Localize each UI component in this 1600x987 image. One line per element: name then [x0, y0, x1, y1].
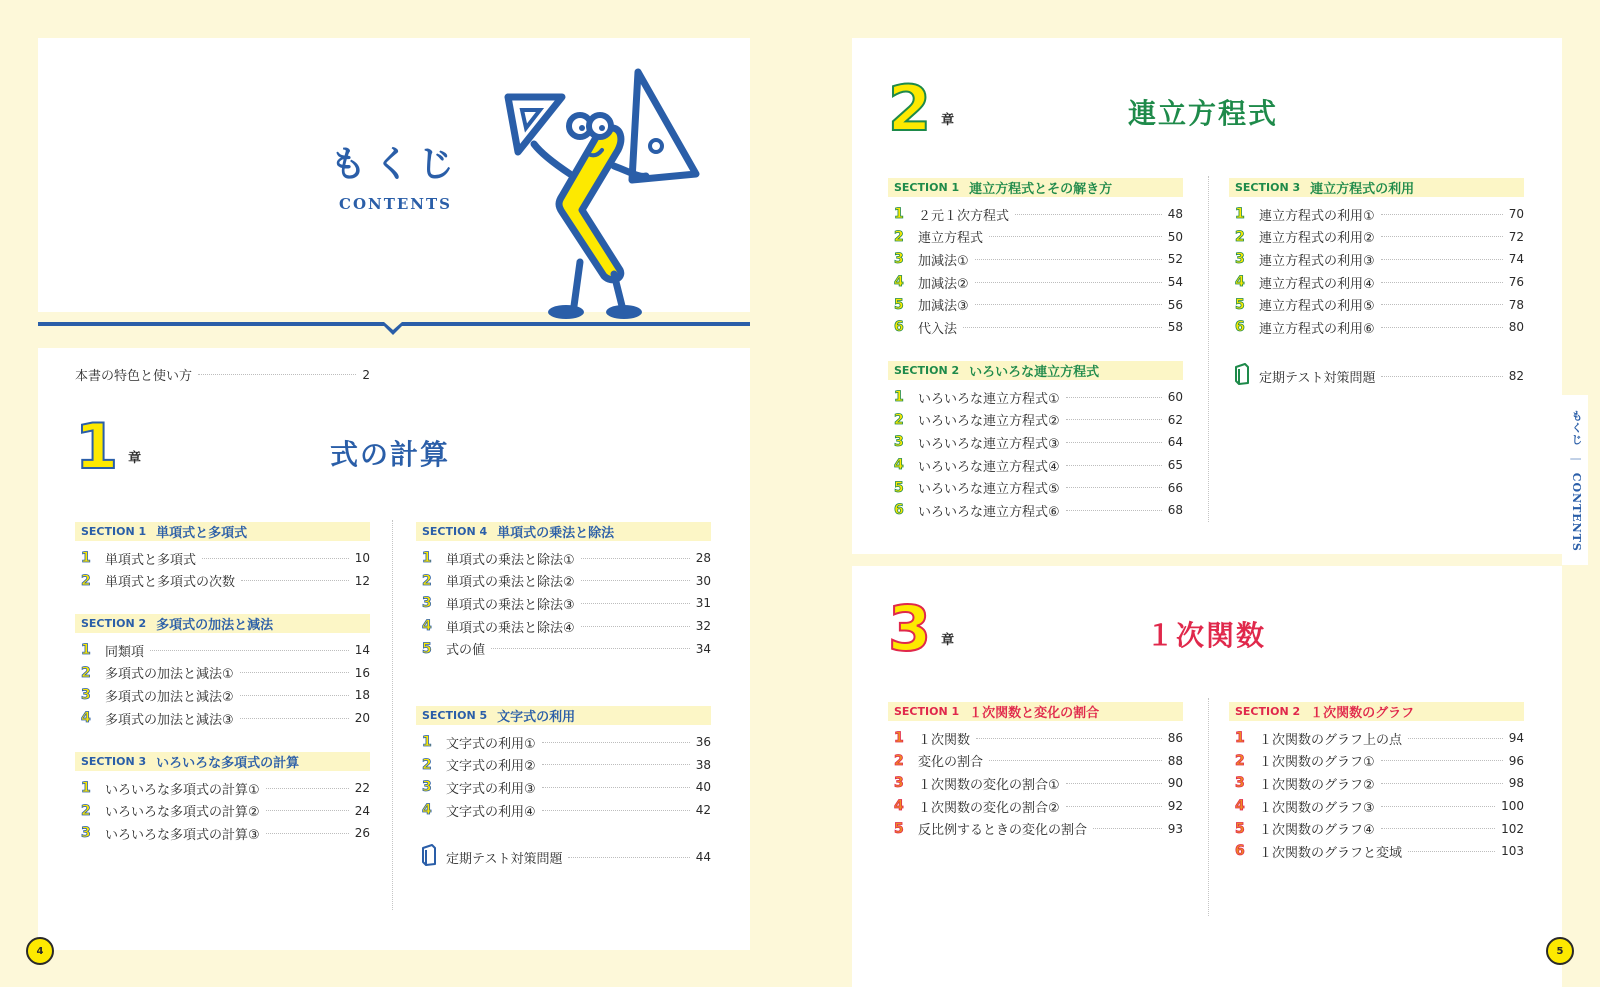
column-separator: [392, 520, 393, 910]
toc-entry[interactable]: [75, 570, 370, 593]
ch1-section-1: [75, 522, 370, 592]
entry-number: 2: [894, 752, 904, 769]
ch1-test-page: 44: [695, 850, 711, 864]
entry-title: 同類項: [105, 644, 145, 660]
ch1-section-2: [75, 614, 370, 729]
book-icon: [416, 844, 446, 870]
section-title: １次関数のグラフ: [1310, 706, 1415, 721]
entry-page: 52: [1167, 252, 1183, 267]
entry-page: 96: [1508, 753, 1524, 768]
entry-number: 2: [1235, 752, 1245, 769]
section-label: SECTION 3: [1235, 181, 1301, 194]
section-header: [416, 706, 711, 725]
section-label: SECTION 1: [81, 525, 147, 538]
section-label: SECTION 2: [81, 617, 147, 630]
toc-entry[interactable]: [888, 316, 1183, 339]
entry-number: 5: [894, 296, 904, 313]
entry-title: 式の値: [446, 643, 486, 659]
entry-title: いろいろな連立方程式⑤: [918, 482, 1060, 498]
entry-page: 36: [695, 735, 711, 750]
entry-number: 1: [422, 734, 432, 751]
section-title: 連立方程式の利用: [1310, 182, 1415, 197]
entry-number: 1: [81, 550, 91, 567]
mascot-illustration: [500, 62, 710, 322]
book-icon: [1229, 363, 1259, 389]
chapter1-heading: [75, 410, 142, 483]
entry-page: 22: [354, 781, 370, 796]
entry-page: 66: [1167, 480, 1183, 495]
entry-title: １次関数のグラフ④: [1259, 823, 1375, 839]
entry-title: 加減法③: [918, 299, 969, 315]
entry-number: 1: [894, 389, 904, 406]
entry-page: 32: [695, 619, 711, 634]
toc-entry[interactable]: [888, 454, 1183, 477]
entry-page: 50: [1167, 229, 1183, 244]
ch2-section-1: [888, 178, 1183, 339]
entry-page: 72: [1508, 229, 1524, 244]
entry-number: 3: [81, 687, 91, 704]
entry-title: いろいろな連立方程式③: [918, 436, 1060, 452]
entry-title: １次関数のグラフ③: [1259, 800, 1375, 816]
section-label: SECTION 2: [1235, 705, 1301, 718]
intro-page: 2: [362, 367, 370, 382]
entry-page: 31: [695, 596, 711, 611]
page-number-right: 5: [1546, 937, 1574, 965]
entry-page: 62: [1167, 412, 1183, 427]
entry-number: 3: [81, 825, 91, 842]
toc-entry[interactable]: [888, 795, 1183, 818]
section-title: いろいろな多項式の計算: [156, 756, 300, 771]
entry-number: 5: [1235, 820, 1245, 837]
entry-number: 3: [894, 434, 904, 451]
chapter2-heading: [888, 72, 955, 145]
toc-entry[interactable]: [888, 226, 1183, 249]
entry-title: 多項式の加法と減法①: [105, 667, 234, 683]
entry-page: 76: [1508, 275, 1524, 290]
chapter2-sho: 章: [941, 113, 955, 128]
entry-page: 103: [1501, 844, 1524, 859]
toc-entry[interactable]: [888, 476, 1183, 499]
side-tab-text: [1568, 410, 1584, 552]
entry-title: １次関数の変化の割合①: [918, 777, 1060, 793]
entry-title: 連立方程式の利用⑥: [1259, 321, 1375, 337]
entry-page: 102: [1501, 821, 1524, 836]
entry-number: 4: [894, 457, 904, 474]
entry-page: 26: [354, 826, 370, 841]
toc-entry[interactable]: [75, 822, 370, 845]
chapter1-number: 1: [75, 410, 119, 483]
entry-page: 34: [695, 641, 711, 656]
entry-number: 4: [81, 710, 91, 727]
entry-title: いろいろな多項式の計算③: [105, 827, 260, 843]
entry-title: 単項式の乗法と除法①: [446, 552, 575, 568]
entry-title: 連立方程式の利用②: [1259, 231, 1375, 247]
section-title: 単項式の乗法と除法: [497, 526, 615, 541]
toc-entry[interactable]: [888, 248, 1183, 271]
entry-title: 単項式の乗法と除法③: [446, 597, 575, 613]
toc-entry[interactable]: [75, 707, 370, 730]
ch2-section-2: [888, 361, 1183, 522]
chapter2-title: 連立方程式: [1128, 97, 1279, 130]
entry-number: 2: [81, 572, 91, 589]
entry-number: 5: [422, 640, 432, 657]
side-tab-separator: |: [1570, 456, 1583, 462]
toc-entry[interactable]: [416, 637, 711, 660]
toc-entry[interactable]: [75, 639, 370, 662]
entry-number: 4: [422, 618, 432, 635]
toc-entry[interactable]: [1229, 750, 1524, 773]
entry-title: １次関数の変化の割合②: [918, 800, 1060, 816]
entry-title: １次関数のグラフ上の点: [1259, 732, 1403, 748]
section-header: [888, 702, 1183, 721]
entry-number: 5: [894, 820, 904, 837]
entry-number: 2: [81, 802, 91, 819]
section-header: [1229, 702, 1524, 721]
entry-page: 38: [695, 757, 711, 772]
toc-entry[interactable]: [888, 293, 1183, 316]
entry-page: 48: [1167, 207, 1183, 222]
toc-entry[interactable]: [1229, 203, 1524, 226]
entry-page: 92: [1167, 799, 1183, 814]
ch2-test-label: 定期テスト対策問題: [1259, 370, 1376, 386]
entry-page: 54: [1167, 275, 1183, 290]
column-separator: [1208, 176, 1209, 522]
toc-entry[interactable]: [888, 203, 1183, 226]
chapter3-sho: 章: [941, 633, 955, 648]
entry-page: 56: [1167, 297, 1183, 312]
page-number-left: 4: [26, 937, 54, 965]
entry-page: 88: [1167, 753, 1183, 768]
entry-number: 4: [1235, 798, 1245, 815]
toc-entry[interactable]: [888, 750, 1183, 773]
entry-title: 連立方程式の利用④: [1259, 276, 1375, 292]
intro-label: 本書の特色と使い方: [75, 369, 193, 384]
section-header: [416, 522, 711, 541]
section-label: SECTION 1: [894, 181, 960, 194]
toc-entry[interactable]: [75, 777, 370, 800]
ch1-section-4: [416, 522, 711, 660]
toc-entry[interactable]: [416, 615, 711, 638]
ch2-section-3: [1229, 178, 1524, 339]
entry-number: 6: [1235, 843, 1245, 860]
ch1-test-label: 定期テスト対策問題: [446, 851, 563, 867]
entry-number: 4: [422, 802, 432, 819]
entry-number: 3: [894, 251, 904, 268]
entry-number: 3: [422, 595, 432, 612]
entry-page: 65: [1167, 458, 1183, 473]
section-label: SECTION 1: [894, 705, 960, 718]
chapter3-number: 3: [888, 592, 932, 665]
entry-number: 3: [1235, 775, 1245, 792]
ch3-section-2: [1229, 702, 1524, 863]
ch2-test-entry[interactable]: [1229, 364, 1524, 388]
chapter1-title: 式の計算: [330, 438, 451, 471]
entry-title: 代入法: [918, 321, 958, 337]
toc-entry[interactable]: [888, 409, 1183, 432]
entry-number: 1: [422, 550, 432, 567]
toc-entry[interactable]: [1229, 727, 1524, 750]
entry-page: 74: [1508, 252, 1524, 267]
entry-page: 30: [695, 573, 711, 588]
entry-title: 文字式の利用①: [446, 736, 536, 752]
entry-page: 80: [1508, 320, 1524, 335]
entry-number: 4: [894, 274, 904, 291]
entry-page: 68: [1167, 503, 1183, 518]
entry-page: 14: [354, 643, 370, 658]
entry-number: 1: [81, 780, 91, 797]
entry-number: 2: [894, 411, 904, 428]
entry-number: 1: [1235, 730, 1245, 747]
toc-entry[interactable]: [1229, 840, 1524, 863]
ch2-test-page: 82: [1508, 369, 1524, 383]
section-title: いろいろな連立方程式: [969, 365, 1100, 380]
entry-title: いろいろな連立方程式①: [918, 391, 1060, 407]
entry-page: 70: [1508, 207, 1524, 222]
section-label: SECTION 3: [81, 755, 147, 768]
toc-entry[interactable]: [888, 727, 1183, 750]
toc-entry[interactable]: [1229, 772, 1524, 795]
toc-entry[interactable]: [75, 800, 370, 823]
section-title: １次関数と変化の割合: [969, 706, 1100, 721]
entry-title: 加減法②: [918, 276, 969, 292]
entry-title: 単項式の乗法と除法④: [446, 620, 575, 636]
toc-entry[interactable]: [1229, 795, 1524, 818]
entry-title: 文字式の利用③: [446, 781, 536, 797]
entry-page: 86: [1167, 731, 1183, 746]
entry-page: 100: [1501, 799, 1524, 814]
entry-title: 連立方程式: [918, 231, 984, 247]
entry-number: 2: [81, 664, 91, 681]
toc-entry[interactable]: [416, 754, 711, 777]
entry-number: 4: [894, 798, 904, 815]
entry-title: いろいろな多項式の計算①: [105, 782, 260, 798]
entry-number: 4: [1235, 274, 1245, 291]
entry-title: ２元１次方程式: [918, 208, 1010, 224]
entry-page: 60: [1167, 390, 1183, 405]
entry-page: 98: [1508, 776, 1524, 791]
entry-page: 28: [695, 551, 711, 566]
entry-title: １次関数のグラフ①: [1259, 755, 1375, 771]
entry-number: 6: [894, 502, 904, 519]
entry-title: いろいろな多項式の計算②: [105, 805, 260, 821]
entry-page: 10: [354, 551, 370, 566]
entry-number: 1: [81, 642, 91, 659]
entry-title: １次関数: [918, 732, 971, 748]
chapter2-number: 2: [888, 72, 932, 145]
entry-number: 1: [1235, 206, 1245, 223]
entry-page: 12: [354, 573, 370, 588]
toc-entry[interactable]: [888, 499, 1183, 522]
chapter3-heading: [888, 592, 955, 665]
entry-number: 1: [894, 206, 904, 223]
entry-title: １次関数のグラフと変域: [1259, 845, 1403, 861]
entry-title: 変化の割合: [918, 755, 984, 771]
entry-number: 2: [894, 228, 904, 245]
section-header: [75, 752, 370, 771]
entry-title: 文字式の利用②: [446, 759, 536, 775]
section-title: 多項式の加法と減法: [156, 618, 274, 633]
ch3-section-1: [888, 702, 1183, 840]
entry-page: 93: [1167, 821, 1183, 836]
toc-entry[interactable]: [416, 547, 711, 570]
side-tab-jp: もくじ: [1570, 410, 1583, 446]
entry-number: 5: [894, 479, 904, 496]
chapter1-sho: 章: [128, 451, 142, 466]
section-label: SECTION 5: [422, 709, 488, 722]
ch1-section-3: [75, 752, 370, 845]
entry-number: 6: [1235, 319, 1245, 336]
entry-page: 90: [1167, 776, 1183, 791]
section-title: 連立方程式とその解き方: [969, 182, 1113, 197]
toc-entry[interactable]: [1229, 271, 1524, 294]
entry-title: 連立方程式の利用⑤: [1259, 299, 1375, 315]
section-header: [888, 361, 1183, 380]
toc-entry[interactable]: [75, 662, 370, 685]
entry-number: 1: [894, 730, 904, 747]
entry-title: いろいろな連立方程式④: [918, 459, 1060, 475]
entry-title: 単項式と多項式の次数: [105, 575, 236, 591]
toc-entry[interactable]: [888, 817, 1183, 840]
page-title: もくじ: [330, 144, 463, 185]
entry-number: 3: [422, 779, 432, 796]
toc-entry[interactable]: [75, 684, 370, 707]
entry-title: 単項式と多項式: [105, 552, 197, 568]
entry-number: 2: [1235, 228, 1245, 245]
entry-page: 78: [1508, 297, 1524, 312]
section-title: 文字式の利用: [497, 710, 576, 725]
section-header: [1229, 178, 1524, 197]
toc-entry[interactable]: [416, 731, 711, 754]
toc-entry[interactable]: [888, 772, 1183, 795]
page-subtitle: CONTENTS: [339, 195, 453, 213]
entry-title: いろいろな連立方程式⑥: [918, 504, 1060, 520]
chapter3-title: １次関数: [1146, 619, 1267, 652]
section-header: [75, 614, 370, 633]
section-header: [888, 178, 1183, 197]
entry-title: 単項式の乗法と除法②: [446, 575, 575, 591]
toc-entry[interactable]: [888, 386, 1183, 409]
entry-title: 連立方程式の利用①: [1259, 208, 1375, 224]
toc-entry[interactable]: [416, 799, 711, 822]
section-title: 単項式と多項式: [156, 526, 248, 541]
entry-title: 連立方程式の利用③: [1259, 253, 1375, 269]
entry-title: １次関数のグラフ②: [1259, 777, 1375, 793]
toc-entry[interactable]: [416, 570, 711, 593]
entry-page: 16: [354, 665, 370, 680]
toc-entry[interactable]: [416, 592, 711, 615]
toc-entry[interactable]: [416, 776, 711, 799]
entry-page: 94: [1508, 731, 1524, 746]
entry-number: 2: [422, 756, 432, 773]
entry-page: 42: [695, 803, 711, 818]
column-separator: [1208, 698, 1209, 916]
entry-page: 58: [1167, 320, 1183, 335]
toc-entry[interactable]: [75, 547, 370, 570]
entry-title: いろいろな連立方程式②: [918, 414, 1060, 430]
toc-entry[interactable]: [1229, 226, 1524, 249]
toc-entry[interactable]: [1229, 293, 1524, 316]
entry-page: 64: [1167, 435, 1183, 450]
side-tab-en: CONTENTS: [1570, 472, 1583, 552]
ch1-section-5: [416, 706, 711, 821]
intro-entry[interactable]: [75, 365, 370, 384]
toc-entry[interactable]: [1229, 248, 1524, 271]
ch1-test-entry[interactable]: [416, 845, 711, 869]
entry-title: 加減法①: [918, 253, 969, 269]
toc-entry[interactable]: [1229, 316, 1524, 339]
toc-entry[interactable]: [1229, 817, 1524, 840]
entry-number: 3: [894, 775, 904, 792]
toc-entry[interactable]: [888, 431, 1183, 454]
entry-title: 多項式の加法と減法②: [105, 689, 234, 705]
entry-title: 文字式の利用④: [446, 804, 536, 820]
entry-page: 18: [354, 688, 370, 703]
entry-number: 6: [894, 319, 904, 336]
section-label: SECTION 4: [422, 525, 488, 538]
entry-title: 反比例するときの変化の割合: [918, 823, 1088, 839]
entry-page: 24: [354, 803, 370, 818]
entry-number: 2: [422, 572, 432, 589]
entry-title: 多項式の加法と減法③: [105, 712, 234, 728]
entry-page: 40: [695, 780, 711, 795]
entry-number: 3: [1235, 251, 1245, 268]
entry-number: 5: [1235, 296, 1245, 313]
entry-page: 20: [354, 711, 370, 726]
section-header: [75, 522, 370, 541]
toc-entry[interactable]: [888, 271, 1183, 294]
section-label: SECTION 2: [894, 364, 960, 377]
